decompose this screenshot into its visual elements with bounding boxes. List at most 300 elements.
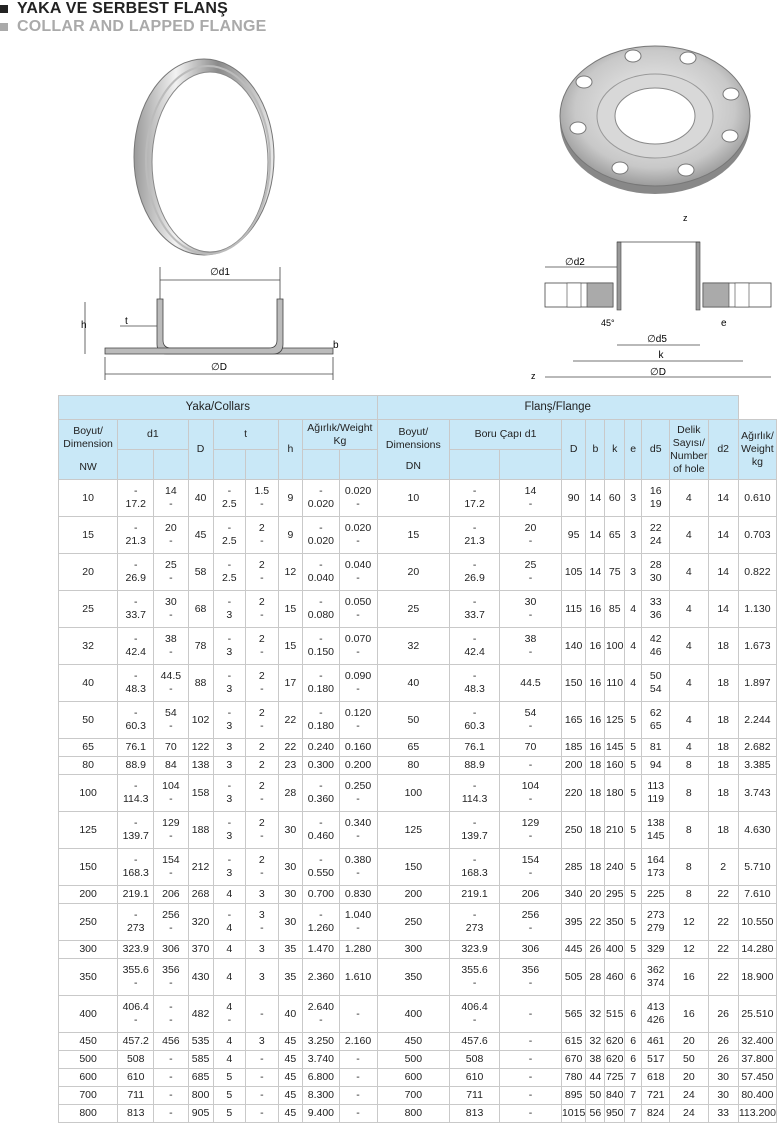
cell-weight-a-bottom: 0.180 xyxy=(307,720,335,732)
cell-t-a-bottom: 3 xyxy=(226,793,233,805)
cell-weight-b: 0.200 xyxy=(339,757,377,775)
cell-t-b-top: 2 xyxy=(258,817,265,829)
cell-D: 430 xyxy=(188,959,213,996)
cell-holes: 12 xyxy=(670,941,708,959)
cell-d1-b-top: 356 xyxy=(162,964,180,976)
cell-d5 xyxy=(642,904,670,941)
cell-t-b-bottom: - xyxy=(260,683,264,695)
cell-d1-a-bottom: - xyxy=(133,977,138,989)
cell-d1-a-bottom: 42.4 xyxy=(125,646,146,658)
cell-pipe-a xyxy=(450,702,500,739)
cell-t-b-top: 2 xyxy=(258,559,265,571)
cell-flange-D: 220 xyxy=(561,775,585,812)
table-row xyxy=(59,757,777,775)
cell-pipe-b: - xyxy=(500,1069,562,1087)
cell-d1-b: - xyxy=(154,1069,188,1087)
cell-weight-b-top: 0.070 xyxy=(344,633,372,645)
cell-weight-a xyxy=(303,849,339,886)
cell-D: 45 xyxy=(188,517,213,554)
cell-k: 460 xyxy=(605,959,625,996)
cell-holes: 4 xyxy=(670,739,708,757)
cell-d5-bottom: 65 xyxy=(649,720,662,732)
cell-weight-a xyxy=(303,517,339,554)
cell-h: 40 xyxy=(278,996,303,1033)
cell-d1-a-bottom: 139.7 xyxy=(122,830,149,842)
cell-weight-b: - xyxy=(339,1105,377,1123)
cell-b: 16 xyxy=(586,628,605,665)
dim-k-label: k xyxy=(658,350,664,361)
dim-angle-label: 45° xyxy=(601,318,615,328)
cell-weight-a-top: 2.640 xyxy=(307,1001,335,1013)
cell-flange-D: 1015 xyxy=(561,1105,585,1123)
cell-d5-bottom: 173 xyxy=(646,867,665,879)
cell-weight-a-bottom: - xyxy=(319,1014,323,1026)
cell-t-a: 5 xyxy=(213,1105,245,1123)
cell-t-b-top: 2 xyxy=(258,633,265,645)
cell-dn: 32 xyxy=(377,628,450,665)
cell-h: 35 xyxy=(278,959,303,996)
cell-b: 38 xyxy=(586,1051,605,1069)
cell-flange-weight: 14.280 xyxy=(738,941,776,959)
cell-t-a xyxy=(213,665,245,702)
cell-weight-b xyxy=(339,591,377,628)
cell-pipe-b-bottom: - xyxy=(528,646,533,658)
col-header-blank xyxy=(303,450,339,480)
cell-k: 840 xyxy=(605,1087,625,1105)
cell-t-b-bottom: - xyxy=(260,922,264,934)
cell-flange-weight: 0.822 xyxy=(738,554,776,591)
cell-weight-a-bottom: 0.550 xyxy=(307,867,335,879)
cell-pipe-a-top: - xyxy=(472,485,477,497)
cell-pipe-a-bottom: 33.7 xyxy=(464,609,485,621)
cell-flange-D: 90 xyxy=(561,480,585,517)
col-header-blank xyxy=(339,450,377,480)
cell-pipe-b xyxy=(500,517,562,554)
dim-z-bottom-label: z xyxy=(531,371,536,381)
cell-weight-a: 6.800 xyxy=(303,1069,339,1087)
cell-t-b xyxy=(246,904,278,941)
cell-weight-a-top: - xyxy=(319,670,323,682)
cell-weight-b-bottom: - xyxy=(356,830,360,842)
cell-d1-a-bottom: 33.7 xyxy=(125,609,146,621)
cell-D: 58 xyxy=(188,554,213,591)
cell-d1-a-bottom: 48.3 xyxy=(125,683,146,695)
dim-d2-label: ∅d2 xyxy=(565,257,585,268)
cell-t-a: 3 xyxy=(213,739,245,757)
cell-d2: 2 xyxy=(708,849,738,886)
cell-pipe-b-top: 154 xyxy=(521,854,540,866)
flange-drawing xyxy=(525,205,777,385)
cell-e: 5 xyxy=(625,757,642,775)
cell-d1-a-bottom: 273 xyxy=(126,922,145,934)
cell-b: 18 xyxy=(586,775,605,812)
cell-d1-a-top: - xyxy=(133,707,138,719)
cell-d5 xyxy=(642,812,670,849)
cell-t-a: 4 xyxy=(213,959,245,996)
cell-holes: 16 xyxy=(670,996,708,1033)
cell-weight-a-bottom: 0.040 xyxy=(307,572,335,584)
cell-t-a-top: - xyxy=(227,670,232,682)
cell-pipe-b xyxy=(500,904,562,941)
cell-d1-b-bottom: - xyxy=(169,498,173,510)
cell-d1-a xyxy=(118,665,154,702)
cell-t-a-top: - xyxy=(227,817,232,829)
cell-d1-b-top: 104 xyxy=(162,780,180,792)
cell-t-a-top: - xyxy=(227,633,232,645)
cell-t-a: 4 xyxy=(213,1051,245,1069)
cell-dn: 350 xyxy=(377,959,450,996)
cell-k: 160 xyxy=(605,757,625,775)
dim-t-label: t xyxy=(125,316,128,327)
cell-weight-b: - xyxy=(339,996,377,1033)
dim-D-label: ∅D xyxy=(211,362,227,373)
table-row xyxy=(59,665,777,702)
cell-weight-b xyxy=(339,517,377,554)
table-row xyxy=(59,886,777,904)
cell-d5-top: 33 xyxy=(649,596,662,608)
cell-weight-b-bottom: - xyxy=(356,720,360,732)
cell-k: 350 xyxy=(605,904,625,941)
cell-e: 5 xyxy=(625,904,642,941)
cell-d5-bottom: 145 xyxy=(646,830,665,842)
cell-h: 30 xyxy=(278,886,303,904)
cell-weight-a-top: - xyxy=(319,559,323,571)
cell-weight-a-top: - xyxy=(319,522,323,534)
col-header-blank xyxy=(500,450,562,480)
cell-d2: 30 xyxy=(708,1069,738,1087)
cell-e: 5 xyxy=(625,941,642,959)
cell-d1-a xyxy=(118,517,154,554)
cell-flange-D: 250 xyxy=(561,812,585,849)
cell-t-b xyxy=(246,591,278,628)
cell-d5-bottom: 119 xyxy=(647,793,665,805)
cell-b: 50 xyxy=(586,1087,605,1105)
table-row xyxy=(59,739,777,757)
cell-d5-top: 618 xyxy=(646,1071,665,1083)
cell-pipe-a-bottom: 60.3 xyxy=(464,720,485,732)
cell-nw: 200 xyxy=(59,886,118,904)
cell-t-b xyxy=(246,812,278,849)
cell-t-a-top: - xyxy=(227,522,232,534)
cell-k: 85 xyxy=(605,591,625,628)
cell-t-a xyxy=(213,480,245,517)
col-header-blank xyxy=(154,450,188,480)
cell-pipe-a xyxy=(450,480,500,517)
cell-k: 295 xyxy=(605,886,625,904)
cell-weight-b-bottom: - xyxy=(356,922,360,934)
cell-t-a-top: 4 xyxy=(226,1001,233,1013)
cell-weight-b xyxy=(339,702,377,739)
cell-t-b: 2 xyxy=(246,739,278,757)
col-header-dimensions-flange xyxy=(377,420,450,480)
cell-d5 xyxy=(642,1105,670,1123)
cell-pipe-b xyxy=(500,775,562,812)
cell-d1-a xyxy=(118,996,154,1033)
cell-t-a-bottom: 2.5 xyxy=(222,572,237,584)
cell-dn: 300 xyxy=(377,941,450,959)
cell-weight-a-top: - xyxy=(319,780,323,792)
cell-h: 9 xyxy=(278,517,303,554)
cell-flange-weight: 2.244 xyxy=(738,702,776,739)
cell-pipe-a-top: - xyxy=(472,596,477,608)
table-row xyxy=(59,1033,777,1051)
cell-k: 515 xyxy=(605,996,625,1033)
cell-weight-b xyxy=(339,849,377,886)
cell-flange-weight: 0.610 xyxy=(738,480,776,517)
cell-D: 905 xyxy=(188,1105,213,1123)
cell-flange-weight: 1.897 xyxy=(738,665,776,702)
cell-flange-D: 340 xyxy=(561,886,585,904)
cell-d5-top: 81 xyxy=(649,741,662,753)
cell-t-b-top: 2 xyxy=(258,854,265,866)
cell-d1-a xyxy=(118,554,154,591)
cell-weight-a: 3.740 xyxy=(303,1051,339,1069)
cell-holes: 4 xyxy=(670,665,708,702)
cell-pipe-b-bottom: - xyxy=(528,609,533,621)
cell-t-a-top: - xyxy=(227,485,232,497)
cell-t-b: 3 xyxy=(246,941,278,959)
cell-pipe-a-top: - xyxy=(472,854,477,866)
cell-pipe-b-bottom: - xyxy=(528,793,533,805)
cell-flange-weight: 80.400 xyxy=(738,1087,776,1105)
cell-nw: 65 xyxy=(59,739,118,757)
cell-weight-b-top: 0.020 xyxy=(344,485,372,497)
dim-d1-label: ∅d1 xyxy=(210,267,230,278)
cell-weight-b: 0.830 xyxy=(339,886,377,904)
cell-pipe-b xyxy=(500,849,562,886)
cell-d1-b-bottom: - xyxy=(169,646,173,658)
col-header-dimensions-text: Boyut/ Dimensions xyxy=(385,426,441,451)
cell-t-a-top: - xyxy=(227,780,232,792)
collars-group-header: Yaka/Collars xyxy=(59,396,378,420)
cell-t-b xyxy=(246,517,278,554)
cell-b: 14 xyxy=(586,480,605,517)
cell-weight-a: 0.300 xyxy=(303,757,339,775)
cell-holes: 16 xyxy=(670,959,708,996)
cell-d1-a xyxy=(118,849,154,886)
cell-weight-a xyxy=(303,904,339,941)
cell-dn: 25 xyxy=(377,591,450,628)
cell-pipe-a xyxy=(450,665,500,702)
cell-d1-a-bottom: 114.3 xyxy=(122,793,149,805)
cell-d1-b xyxy=(154,591,188,628)
cell-pipe-a: 219.1 xyxy=(450,886,500,904)
cell-d1-b-top: 154 xyxy=(162,854,180,866)
cell-pipe-a-top: - xyxy=(472,909,477,921)
col-header-holes: Delik Sayısı/ Number of hole xyxy=(670,420,708,480)
cell-t-b-top: 2 xyxy=(258,522,265,534)
cell-d5 xyxy=(642,702,670,739)
cell-d1-a-bottom: 168.3 xyxy=(122,867,149,879)
cell-t-a-bottom: 2.5 xyxy=(222,498,237,510)
cell-d5 xyxy=(642,1033,670,1051)
cell-b: 16 xyxy=(586,591,605,628)
cell-pipe-a-bottom: 168.3 xyxy=(461,867,488,879)
cell-d2: 33 xyxy=(708,1105,738,1123)
cell-pipe-b: - xyxy=(500,1105,562,1123)
col-header-flange-weight: Ağırlık/ Weight kg xyxy=(738,420,776,480)
cell-nw: 300 xyxy=(59,941,118,959)
cell-pipe-b: 306 xyxy=(500,941,562,959)
cell-d2: 18 xyxy=(708,665,738,702)
collar-drawing xyxy=(75,262,345,382)
cell-dn: 125 xyxy=(377,812,450,849)
cell-pipe-b-bottom: - xyxy=(528,830,533,842)
cell-nw: 600 xyxy=(59,1069,118,1087)
cell-e: 5 xyxy=(625,849,642,886)
cell-d5-top: 517 xyxy=(646,1053,665,1065)
cell-pipe-a: 457.6 xyxy=(450,1033,500,1051)
cell-weight-b-top: 0.040 xyxy=(344,559,372,571)
cell-t-b-top: 1.5 xyxy=(254,485,270,497)
cell-t-b-bottom: - xyxy=(260,535,264,547)
cell-t-b-top: 2 xyxy=(258,670,265,682)
cell-e: 6 xyxy=(625,996,642,1033)
cell-t-b-top: 2 xyxy=(258,596,265,608)
cell-nw: 32 xyxy=(59,628,118,665)
cell-t-a: 5 xyxy=(213,1069,245,1087)
cell-d1-b xyxy=(154,628,188,665)
cell-d1-a-bottom: 26.9 xyxy=(125,572,146,584)
cell-holes: 20 xyxy=(670,1033,708,1051)
cell-pipe-a-bottom: 21.3 xyxy=(464,535,485,547)
cell-nw: 400 xyxy=(59,996,118,1033)
cell-holes: 8 xyxy=(670,886,708,904)
cell-weight-b xyxy=(339,628,377,665)
cell-weight-b-bottom: - xyxy=(356,535,360,547)
cell-d1-b-top: 54 xyxy=(165,707,177,719)
cell-t-a-bottom: 3 xyxy=(226,867,233,879)
table-row xyxy=(59,959,777,996)
cell-nw: 80 xyxy=(59,757,118,775)
cell-h: 28 xyxy=(278,775,303,812)
cell-pipe-b-top: 38 xyxy=(524,633,537,645)
cell-weight-a xyxy=(303,812,339,849)
cell-k: 75 xyxy=(605,554,625,591)
cell-pipe-b-bottom: - xyxy=(528,572,533,584)
cell-t-a xyxy=(213,904,245,941)
cell-dn: 40 xyxy=(377,665,450,702)
cell-flange-D: 95 xyxy=(561,517,585,554)
cell-dn: 800 xyxy=(377,1105,450,1123)
cell-pipe-a xyxy=(450,591,500,628)
cell-h: 22 xyxy=(278,702,303,739)
cell-e: 3 xyxy=(625,480,642,517)
cell-d2: 22 xyxy=(708,959,738,996)
cell-h: 45 xyxy=(278,1051,303,1069)
cell-d1-b: 306 xyxy=(154,941,188,959)
cell-pipe-a: 711 xyxy=(450,1087,500,1105)
cell-t-a-bottom: 3 xyxy=(226,609,233,621)
cell-weight-a: 0.240 xyxy=(303,739,339,757)
table-row xyxy=(59,812,777,849)
cell-d1-b-bottom: - xyxy=(169,1014,173,1026)
cell-holes: 4 xyxy=(670,628,708,665)
cell-d1-b-bottom: - xyxy=(169,830,173,842)
cell-e: 5 xyxy=(625,739,642,757)
cell-weight-b-top: 0.380 xyxy=(344,854,372,866)
cell-t-a xyxy=(213,628,245,665)
cell-d1-b-top: 14 xyxy=(165,485,177,497)
cell-t-b-bottom: - xyxy=(260,646,264,658)
col-header-t: t xyxy=(213,420,278,450)
cell-d5-top: 164 xyxy=(646,854,665,866)
cell-weight-b-bottom: - xyxy=(356,793,360,805)
cell-d1-b-top: - xyxy=(169,1001,173,1013)
cell-t-b-top: 2 xyxy=(258,780,265,792)
cell-d1-b: 206 xyxy=(154,886,188,904)
cell-flange-D: 505 xyxy=(561,959,585,996)
cell-pipe-a: 76.1 xyxy=(450,739,500,757)
cell-t-b: 3 xyxy=(246,1033,278,1051)
cell-d5 xyxy=(642,1069,670,1087)
cell-h: 15 xyxy=(278,591,303,628)
cell-pipe-b: - xyxy=(500,1051,562,1069)
cell-pipe-b-top: 20 xyxy=(524,522,537,534)
table-row xyxy=(59,1069,777,1087)
cell-D: 685 xyxy=(188,1069,213,1087)
cell-t-a-bottom: - xyxy=(227,1014,232,1026)
cell-d1-a-top: 355.6 xyxy=(122,964,149,976)
cell-t-a-bottom: 3 xyxy=(226,720,233,732)
cell-k: 65 xyxy=(605,517,625,554)
cell-dn: 20 xyxy=(377,554,450,591)
cell-nw: 15 xyxy=(59,517,118,554)
cell-flange-D: 165 xyxy=(561,702,585,739)
cell-dn: 600 xyxy=(377,1069,450,1087)
cell-d1-b xyxy=(154,480,188,517)
cell-pipe-a-top: - xyxy=(472,522,477,534)
cell-D: 102 xyxy=(188,702,213,739)
cell-holes: 4 xyxy=(670,591,708,628)
cell-t-b: 3 xyxy=(246,886,278,904)
cell-d5-bottom: 54 xyxy=(649,683,662,695)
cell-nw: 250 xyxy=(59,904,118,941)
cell-pipe-b xyxy=(500,812,562,849)
cell-pipe-a-bottom: 139.7 xyxy=(461,830,488,842)
cell-d1-b-top: 44.5 xyxy=(160,670,182,682)
cell-d2: 18 xyxy=(708,702,738,739)
cell-pipe-a xyxy=(450,517,500,554)
table-row xyxy=(59,1051,777,1069)
cell-h: 15 xyxy=(278,628,303,665)
cell-h: 12 xyxy=(278,554,303,591)
cell-b: 44 xyxy=(586,1069,605,1087)
cell-D: 188 xyxy=(188,812,213,849)
cell-pipe-b-bottom: - xyxy=(528,977,533,989)
collar-photo xyxy=(128,52,280,262)
cell-weight-a-top: - xyxy=(319,707,323,719)
cell-h: 17 xyxy=(278,665,303,702)
dim-D-label-flange: ∅D xyxy=(650,367,666,378)
cell-dn: 100 xyxy=(377,775,450,812)
cell-k: 950 xyxy=(605,1105,625,1123)
cell-t-a-bottom: 3 xyxy=(226,646,233,658)
cell-d1-a-top: - xyxy=(133,780,138,792)
cell-pipe-a-top: 406.4 xyxy=(461,1001,488,1013)
cell-d1-b-bottom: - xyxy=(169,867,173,879)
cell-d5 xyxy=(642,775,670,812)
cell-weight-a-top: - xyxy=(319,485,323,497)
table-row xyxy=(59,554,777,591)
table-row xyxy=(59,1087,777,1105)
cell-d5 xyxy=(642,1051,670,1069)
flange-group-header: Flanş/Flange xyxy=(377,396,738,420)
cell-holes: 24 xyxy=(670,1105,708,1123)
cell-weight-b-top: 0.120 xyxy=(344,707,372,719)
cell-d1-a xyxy=(118,628,154,665)
flange-photo xyxy=(558,42,753,197)
